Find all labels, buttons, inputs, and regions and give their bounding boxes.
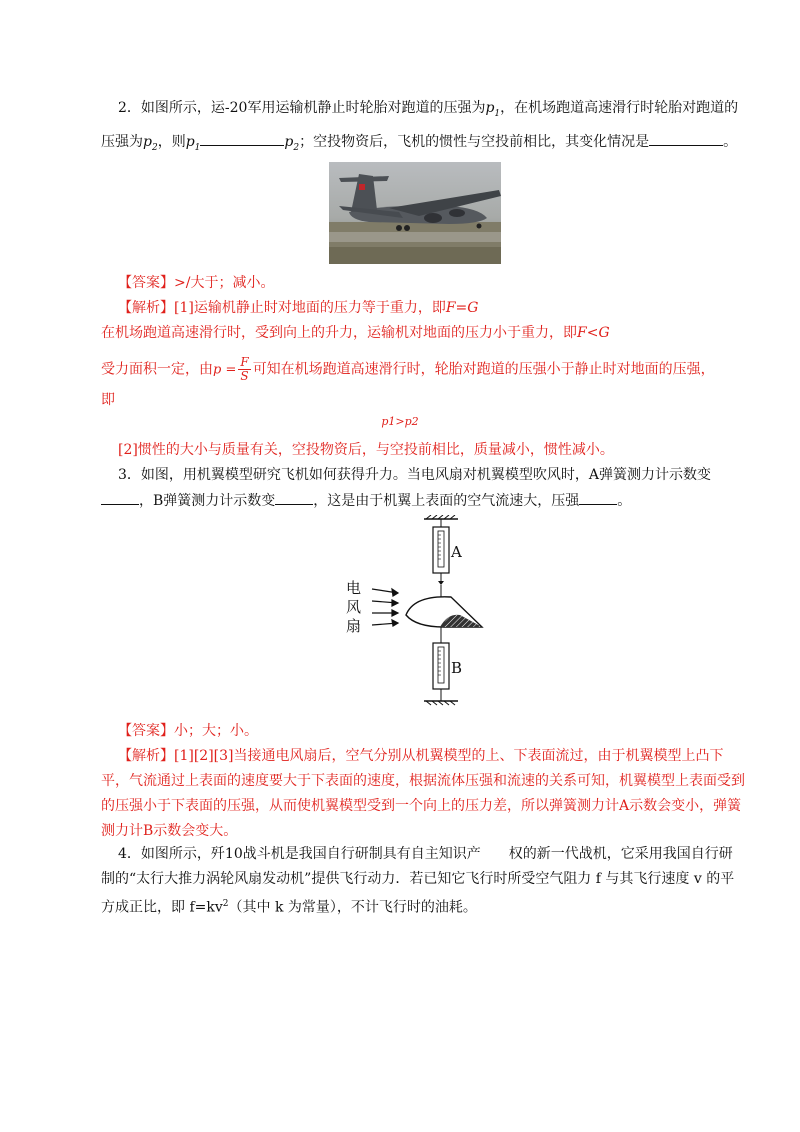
answer-blank[interactable] xyxy=(649,131,723,146)
q2-line-2: 压强为$p_2$，则$p_1$ $p_2$；空投物资后，飞机的惯性与空投前相比，其变化情况是 。 xyxy=(101,131,737,158)
q3-analysis-4: 测力计B示数会变大。 xyxy=(101,823,238,839)
scale-a-label: A xyxy=(451,543,462,561)
q2-line-1 xyxy=(118,98,738,124)
q2-analysis-3: 受力面积一定，由p = $\frac{F}{S}$ 可知在机场跑道高速滑行时，轮胎对跑道的压强小于静止时对地面的压强， xyxy=(101,355,715,383)
wing-model-diagram xyxy=(336,515,496,715)
answer-blank[interactable] xyxy=(101,490,139,505)
q2-analysis-4: 即 xyxy=(101,392,115,408)
q4-line-3: 方成正比，即 $f=kv^2$（其中 k 为常量），不计飞行时的油耗。 xyxy=(101,899,477,916)
q3-analysis-2: 平，气流通过上表面的速度要大于下表面的速度，根据流体压强和流速的关系可知，机翼模型上表面受到 xyxy=(101,773,745,789)
q2-text: 2．如图所示，运-20军用运输机静止时轮胎对跑道的压强为 xyxy=(118,100,486,116)
electric-fan-label: 电 风 扇 xyxy=(346,579,362,635)
q2-equation: p1>p2 xyxy=(381,415,419,428)
answer-blank[interactable] xyxy=(579,490,617,505)
q3-answer: 【答案】小；大；小。 xyxy=(118,723,258,739)
scale-b-label: B xyxy=(451,659,463,677)
q3-analysis-3: 的压强小于下表面的压强，从而使机翼模型受到一个向上的压力差，所以弹簧测力计A示数会变小，弹簧 xyxy=(101,798,742,814)
q4-line-2: 制的“太行大推力涡轮风扇发动机”提供飞行动力．若已知它飞行时所受空气阻力 f 与其飞行速度 v 的平 xyxy=(101,871,735,887)
transport-plane-photo xyxy=(329,162,501,264)
q2-analysis-5: [2]惯性的大小与质量有关，空投物资后，与空投前相比，质量减小，惯性减小。 xyxy=(118,442,614,458)
p2-symbol: $p_2$ xyxy=(143,134,158,153)
answer-blank[interactable] xyxy=(275,490,313,505)
answer-blank[interactable] xyxy=(200,131,284,146)
q2-analysis-2: 在机场跑道高速滑行时，受到向上的升力，运输机对地面的压力小于重力，即F<G xyxy=(101,325,610,341)
q3-line-2: ，B弹簧测力计示数变 ，这是由于机翼上表面的空气流速大，压强 。 xyxy=(101,490,631,511)
pressure-formula-fraction: $\frac{F}{S}$ xyxy=(240,355,249,383)
q2-answer: 【答案】>/大于；减小。 xyxy=(118,275,275,291)
q2-text: ，在机场跑道高速滑行时轮胎对跑道的 xyxy=(500,100,739,116)
q3-analysis-1: 【解析】[1][2][3]当接通电风扇后，空气分别从机翼模型的上、下表面流过，由于机翼模型上凸下 xyxy=(118,748,724,764)
p1-symbol: $p_1$ xyxy=(485,100,501,119)
q4-line-1: 4．如图所示，歼10战斗机是我国自行研制具有自主知识产 权的新一代战机，它采用我国自行研 xyxy=(118,846,733,862)
q3-line-1: 3．如图，用机翼模型研究飞机如何获得升力。当电风扇对机翼模型吹风时，A弹簧测力计示数变 xyxy=(118,467,712,483)
q2-analysis-1: 【解析】[1]运输机静止时对地面的压力等于重力，即F=G xyxy=(118,300,479,316)
